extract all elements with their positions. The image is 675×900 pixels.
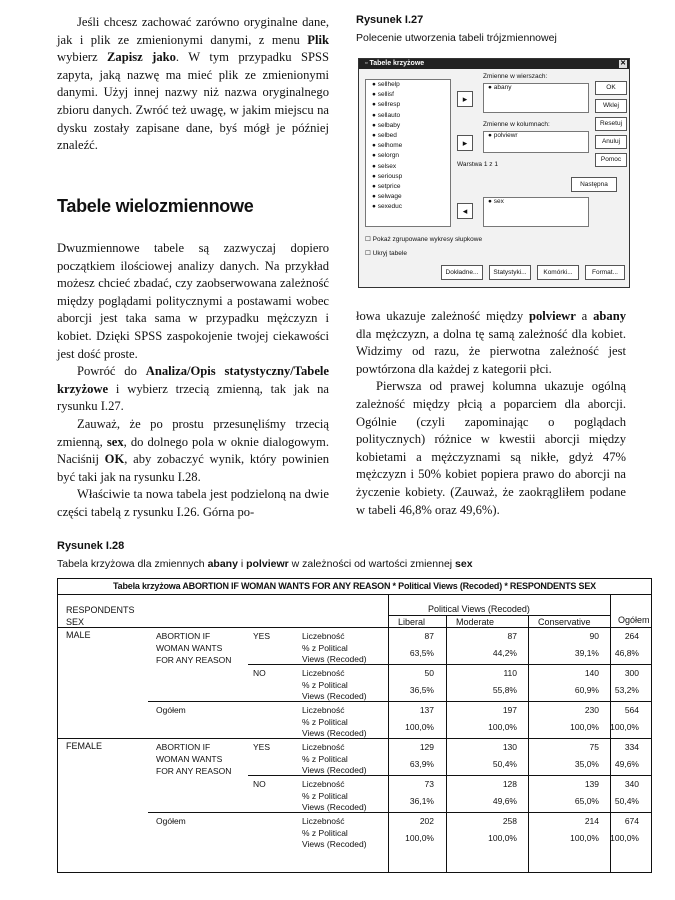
check-bar-charts[interactable]: ☐ Pokaż zgrupowane wykresy słupkowe [365, 236, 483, 243]
pct-label: % z Political [302, 643, 348, 653]
pct-cell: 100,0% [570, 722, 599, 732]
variable-item[interactable]: ● selbed [372, 131, 397, 139]
subtotal-label: Ogółem [156, 705, 186, 715]
variable-item[interactable]: ● sellisf [372, 91, 394, 99]
pct-cell: 100,0% [488, 722, 517, 732]
header-col-liberal: Liberal [398, 617, 426, 627]
ok-button[interactable]: OK [595, 81, 627, 95]
pct-cell: 100,0% [488, 833, 517, 843]
abortion-label: FOR ANY REASON [156, 766, 232, 776]
pct-cell: 36,1% [409, 796, 434, 806]
format-button[interactable]: Format... [585, 265, 625, 280]
answer-no: NO [253, 668, 266, 678]
pct-cell: 63,9% [409, 759, 434, 769]
count-cell: 214 [584, 816, 599, 826]
pct-label: % z Political [302, 717, 348, 727]
cols-box[interactable] [483, 131, 589, 153]
pct-cell: 65,0% [574, 796, 599, 806]
crosstab-table [57, 578, 652, 873]
sex-label-female: FEMALE [66, 741, 103, 751]
table-rule [248, 775, 651, 776]
count-cell: 258 [502, 816, 517, 826]
rows-box[interactable] [483, 83, 589, 113]
pct-label: Views (Recoded) [302, 802, 367, 812]
paragraph-4: Właściwie ta nowa tabela jest podzieloną na dwie części tabelą z rysunku I.26. Górna po- [57, 487, 329, 519]
count-cell: 197 [502, 705, 517, 715]
header-sex: SEX [66, 617, 85, 627]
variable-list[interactable] [365, 79, 451, 227]
exact-button[interactable]: Dokładne... [441, 265, 483, 280]
pct-cell: 36,5% [409, 685, 434, 695]
pct-label: Views (Recoded) [302, 691, 367, 701]
header-respondents: RESPONDENTS [66, 605, 135, 615]
count-cell: 87 [424, 631, 434, 641]
close-icon[interactable]: ✕ [620, 60, 626, 67]
pct-cell: 39,1% [574, 648, 599, 658]
layer-label: Warstwa 1 z 1 [457, 161, 498, 168]
paste-button[interactable]: Wklej [595, 99, 627, 113]
right-paragraph-1: łowa ukazuje zależność między polviewr a abany dla mężczyzn, a dolna tę samą zależność dla kobiet. Widzimy od razu, że pierwotna zależność jest powtórzona dla każdej z kategorii płci. [356, 309, 626, 376]
cells-button[interactable]: Komórki... [537, 265, 579, 280]
cols-value: ● polviewr [488, 132, 518, 139]
count-label: Liczebność [302, 742, 345, 752]
left-column [57, 240, 329, 522]
pct-cell: 46,8% [614, 648, 639, 658]
dialog-titlebar: ▫ Tabele krzyżowe ✕ [359, 59, 629, 69]
pct-cell: 100,0% [610, 833, 639, 843]
count-cell: 340 [624, 779, 639, 789]
abortion-label: ABORTION IF [156, 631, 211, 641]
pct-label: Views (Recoded) [302, 728, 367, 738]
variable-item[interactable]: ● sellresp [372, 101, 401, 109]
variable-item[interactable]: ● sellhelp [372, 81, 400, 88]
reset-button[interactable]: Resetuj [595, 117, 627, 131]
pct-cell: 100,0% [405, 833, 434, 843]
count-cell: 129 [419, 742, 434, 752]
count-cell: 128 [502, 779, 517, 789]
right-column [356, 308, 626, 519]
table-rule [388, 595, 389, 872]
statistics-button[interactable]: Statystyki... [489, 265, 531, 280]
pct-cell: 49,6% [614, 759, 639, 769]
pct-cell: 55,8% [492, 685, 517, 695]
table-rule [388, 615, 610, 616]
next-button[interactable]: Następna [571, 177, 617, 192]
pct-cell: 100,0% [570, 833, 599, 843]
count-cell: 75 [589, 742, 599, 752]
table-rule [58, 627, 651, 628]
variable-item[interactable]: ● seriousp [372, 172, 403, 180]
pct-cell: 60,9% [574, 685, 599, 695]
count-cell: 230 [584, 705, 599, 715]
header-col-conservative: Conservative [538, 617, 591, 627]
header-political-views: Political Views (Recoded) [428, 604, 530, 614]
count-cell: 137 [419, 705, 434, 715]
move-to-layer-button[interactable]: ◂ [457, 203, 473, 219]
pct-cell: 44,2% [492, 648, 517, 658]
move-to-cols-button[interactable]: ▸ [457, 135, 473, 151]
pct-cell: 49,6% [492, 796, 517, 806]
count-cell: 202 [419, 816, 434, 826]
count-label: Liczebność [302, 631, 345, 641]
help-button[interactable]: Pomoc [595, 153, 627, 167]
pct-label: Views (Recoded) [302, 839, 367, 849]
pct-label: % z Political [302, 680, 348, 690]
layer-box[interactable] [483, 197, 589, 227]
answer-yes: YES [253, 631, 271, 641]
intro-paragraph [57, 14, 329, 155]
figure-127-label: Rysunek I.27 [356, 14, 424, 26]
abortion-label: WOMAN WANTS [156, 643, 223, 653]
layer-value: ● sex [488, 198, 504, 205]
header-col-moderate: Moderate [456, 617, 495, 627]
table-rule [446, 615, 447, 872]
check-hide-tables[interactable]: ☐ Ukryj tabele [365, 250, 407, 257]
count-cell: 139 [584, 779, 599, 789]
count-label: Liczebność [302, 816, 345, 826]
table-rule [58, 738, 651, 739]
count-cell: 90 [589, 631, 599, 641]
pct-label: % z Political [302, 828, 348, 838]
variable-item[interactable]: ● sellauto [372, 111, 401, 119]
rows-label: Zmienne w wierszach: [483, 73, 548, 80]
pct-cell: 50,4% [614, 796, 639, 806]
table-rule [248, 664, 651, 665]
pct-cell: 53,2% [614, 685, 639, 695]
table-rule [148, 701, 651, 702]
count-cell: 334 [624, 742, 639, 752]
count-cell: 130 [502, 742, 517, 752]
table-rule [148, 812, 651, 813]
pct-label: % z Political [302, 754, 348, 764]
abortion-label: FOR ANY REASON [156, 655, 232, 665]
variable-item[interactable]: ● selsex [372, 162, 397, 170]
count-label: Liczebność [302, 705, 345, 715]
pct-cell: 50,4% [492, 759, 517, 769]
count-cell: 140 [584, 668, 599, 678]
move-to-rows-button[interactable]: ▸ [457, 91, 473, 107]
pct-cell: 63,5% [409, 648, 434, 658]
count-label: Liczebność [302, 668, 345, 678]
rows-value: ● abany [488, 84, 512, 91]
count-cell: 110 [503, 668, 517, 678]
count-cell: 73 [424, 779, 434, 789]
pct-cell: 35,0% [574, 759, 599, 769]
pct-label: % z Political [302, 791, 348, 801]
paragraph-3: Zauważ, że po prostu przesunęliśmy trzecią zmienną, sex, do dolnego pola w oknie dialogowym. Naciśnij OK, aby zobaczyć wynik, który powinien być taki jak na rysunku I.28. [57, 416, 329, 484]
table-rule [528, 615, 529, 872]
pct-label: Views (Recoded) [302, 654, 367, 664]
figure-128-label: Rysunek I.28 [57, 540, 125, 552]
count-cell: 564 [624, 705, 639, 715]
paragraph-1: Dwuzmiennowe tabele są zazwyczaj dopiero początkiem ilościowej analizy danych. Na przykład możesz chcieć zbadać, czy zaobserwowana zależność między poglądami politycznymi a postawami wobec aborcji jest taka sama w przypadku mężczyzn i kobiet. Dzięki SPSS zaspokojenie twojej ciekawości jest dość proste. [57, 241, 329, 361]
answer-yes: YES [253, 742, 271, 752]
count-label: Liczebność [302, 779, 345, 789]
variable-item[interactable]: ● sexeduc [372, 203, 402, 211]
variable-item[interactable]: ● setprice [372, 182, 401, 190]
paragraph-2: Powróć do Analiza/Opis statystyczny/Tabele krzyżowe i wybierz trzecią zmienną, tak jak na rysunku I.27. [57, 364, 329, 414]
count-cell: 50 [424, 668, 434, 678]
sex-label-male: MALE [66, 630, 91, 640]
pct-cell: 100,0% [610, 722, 639, 732]
cols-label: Zmienne w kolumnach: [483, 121, 550, 128]
pct-cell: 100,0% [405, 722, 434, 732]
variable-item[interactable]: ● selhome [372, 142, 403, 150]
cancel-button[interactable]: Anuluj [595, 135, 627, 149]
variable-item[interactable]: ● selbaby [372, 121, 401, 129]
answer-no: NO [253, 779, 266, 789]
count-cell: 87 [507, 631, 517, 641]
abortion-label: WOMAN WANTS [156, 754, 223, 764]
variable-item[interactable]: ● selwage [372, 193, 402, 201]
header-total: Ogółem [618, 615, 650, 625]
figure-128-caption: Tabela krzyżowa dla zmiennych abany i polviewr w zależności od wartości zmiennej sex [57, 558, 473, 570]
section-title: Tabele wielozmiennowe [57, 196, 254, 216]
crosstabs-dialog [358, 58, 630, 288]
right-paragraph-2: Pierwsza od prawej kolumna ukazuje ogólną zależność między płcią a poparciem dla aborcji. Ogólnie (czyli zapominając o poglądach politycznych) różnice w kwestii aborcji między kobietami a mężczyznami są nikłe, gdyż 47% mężczyzn i 50% kobiet popiera prawo do aborcji na życzenie kobiety. (Zauważ, że zaokrągliłem podane w tabeli 46,8% oraz 49,6%). [356, 379, 626, 517]
table-title: Tabela krzyżowa ABORTION IF WOMAN WANTS FOR ANY REASON * Political Views (Recoded) * RESPONDENTS SEX [58, 579, 651, 595]
abortion-label: ABORTION IF [156, 742, 211, 752]
intro-text: Jeśli chcesz zachować zarówno oryginalne dane, jak i plik ze zmienionymi danymi, z menu Plik wybierz Zapisz jako. W tym przypadku SPSS zapyta, jaką nazwę ma mieć plik ze zmienionymi danymi. Użyj innej nazwy niż nazwa oryginalnego zbioru danych. Zwróć też uwagę, w jakim miejscu na dysku zostały zapisane dane, byś mógł je później znaleźć. [57, 15, 329, 153]
table-rule [610, 595, 611, 872]
figure-127-caption: Polecenie utworzenia tabeli trójzmiennowej [356, 32, 557, 44]
count-cell: 300 [624, 668, 639, 678]
variable-item[interactable]: ● selorgn [372, 152, 400, 160]
subtotal-label: Ogółem [156, 816, 186, 826]
count-cell: 264 [624, 631, 639, 641]
count-cell: 674 [624, 816, 639, 826]
pct-label: Views (Recoded) [302, 765, 367, 775]
